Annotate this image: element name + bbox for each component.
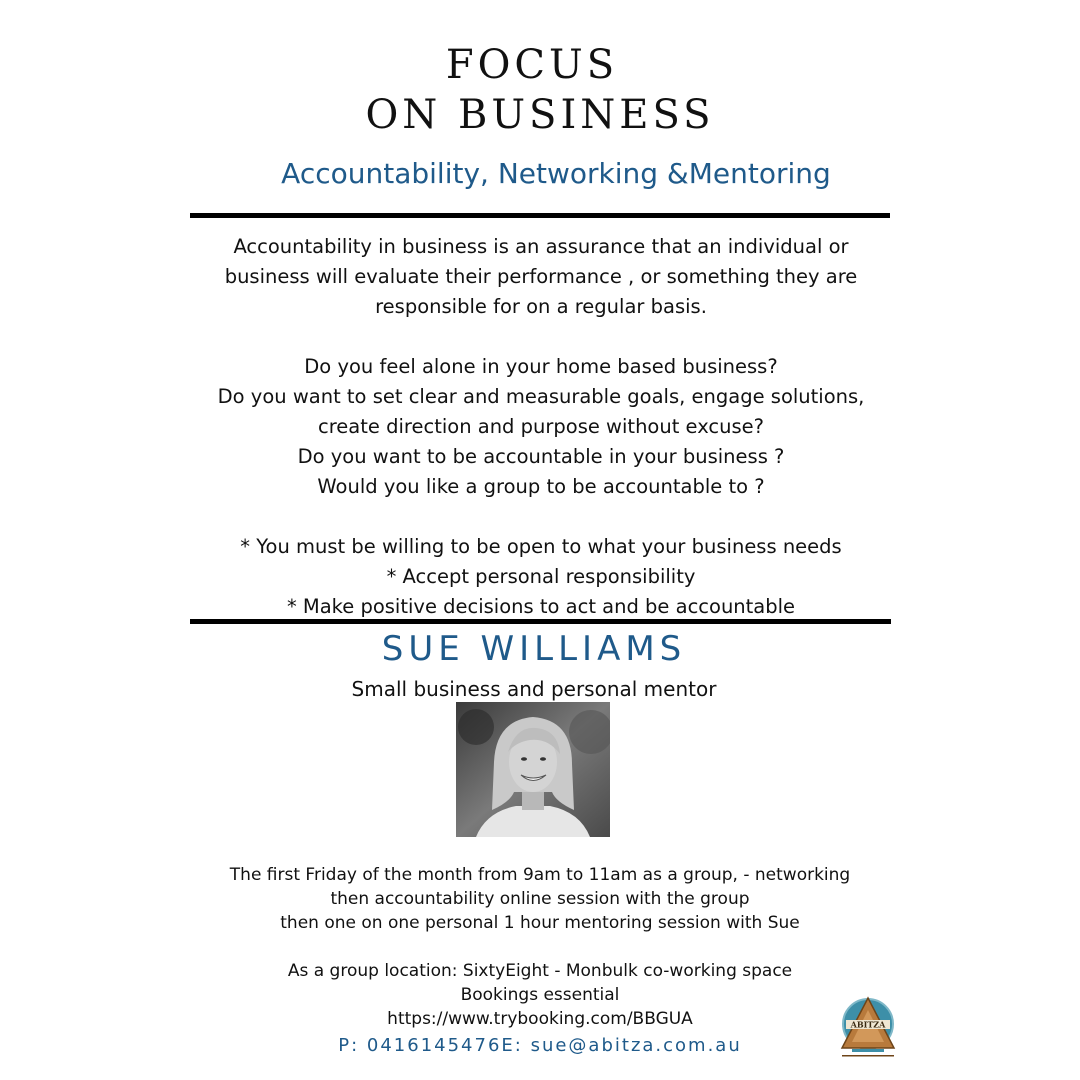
location-info [140,959,940,1031]
question-line: Would you like a group to be accountable to ? [317,475,765,498]
requirements-list [180,532,902,622]
mentor-role: Small business and personal mentor [351,677,717,701]
schedule-line: The first Friday of the month from 9am to 11am as a group, - networking [229,865,851,885]
booking-link[interactable]: https://www.trybooking.com/BBGUA [387,1009,693,1029]
top-divider [190,213,890,218]
svg-text:ABITZA: ABITZA [850,1019,886,1030]
question-line: Do you want to set clear and measurable goals, engage solutions, [217,385,865,408]
title-line-1: FOCUS [445,42,619,88]
bottom-divider [190,619,891,624]
title-line-2: ON BUSINESS [365,92,715,138]
requirement-item: * You must be willing to be open to what your business needs [240,535,842,558]
intro-line: Accountability in business is an assurance that an individual or [233,235,849,258]
intro-line: business will evaluate their performance , or something they are [224,265,858,288]
bookings-note: Bookings essential [460,985,620,1005]
schedule-line: then one on one personal 1 hour mentoring session with Sue [280,913,800,933]
mentor-name: SUE WILLIAMS [381,629,687,669]
schedule-info [140,863,940,935]
location-line: As a group location: SixtyEight - Monbulk co-working space [287,961,793,981]
abitza-logo [838,996,898,1060]
mentor-photo [456,702,610,837]
question-line: Do you feel alone in your home based business? [304,355,778,378]
requirement-item: * Make positive decisions to act and be accountable [286,595,796,618]
schedule-line: then accountability online session with the group [330,889,750,909]
subtitle: Accountability, Networking &Mentoring [281,157,831,190]
intro-paragraph [180,232,902,322]
intro-line: responsible for on a regular basis. [375,295,707,318]
requirement-item: * Accept personal responsibility [386,565,696,588]
questions-paragraph [180,352,902,502]
contact-details[interactable]: P: 0416145476E: sue@abitza.com.au [338,1035,742,1056]
question-line: Do you want to be accountable in your business ? [297,445,785,468]
question-line: create direction and purpose without excuse? [318,415,764,438]
